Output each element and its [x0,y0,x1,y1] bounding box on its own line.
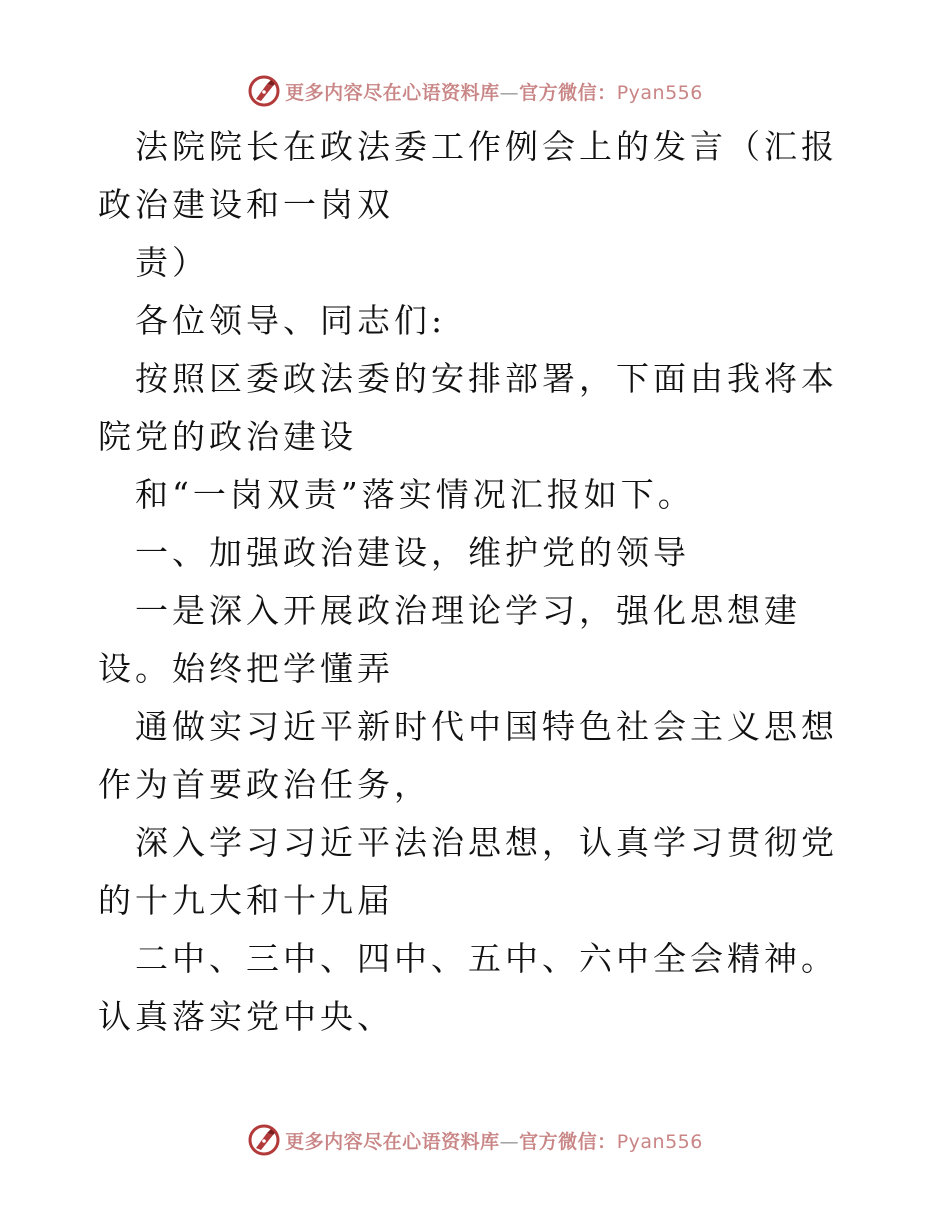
watermark-text: 更多内容尽在心语资料库 [285,81,500,104]
body-paragraph: 按照区委政法委的安排部署，下面由我将本院党的政治建设 [98,359,838,456]
watermark-separator: — [499,1130,520,1153]
body-paragraph: 深入学习习近平法治思想，认真学习贯彻党的十九大和十九届 [98,823,838,920]
document-title: 法院院长在政法委工作例会上的发言（汇报政治建设和一岗双 [98,127,838,224]
watermark-wechat-id: Pyan556 [616,81,703,104]
watermark-separator: — [499,81,520,104]
body-paragraph: 和“一岗双责”落实情况汇报如下。 [135,475,695,514]
footer-watermark [0,1120,950,1160]
header-watermark [0,71,950,111]
section-heading: 一、加强政治建设，维护党的领导 [135,533,690,572]
pen-nib-logo-icon [247,74,281,108]
document-title-continued: 责） [135,243,209,282]
body-paragraph: 一是深入开展政治理论学习，强化思想建设。始终把学懂弄 [98,591,801,688]
watermark-wechat-id: Pyan556 [616,1130,703,1153]
watermark-text: 更多内容尽在心语资料库 [285,1130,500,1153]
salutation: 各位领导、同志们: [135,301,447,340]
pen-nib-logo-icon [247,1123,281,1157]
body-paragraph: 通做实习近平新时代中国特色社会主义思想作为首要政治任务， [98,707,838,804]
watermark-wechat-label: 官方微信： [519,81,617,104]
document-body [98,118,858,1046]
watermark-wechat-label: 官方微信： [519,1130,617,1153]
body-paragraph: 二中、三中、四中、五中、六中全会精神。认真落实党中央、 [98,939,838,1036]
